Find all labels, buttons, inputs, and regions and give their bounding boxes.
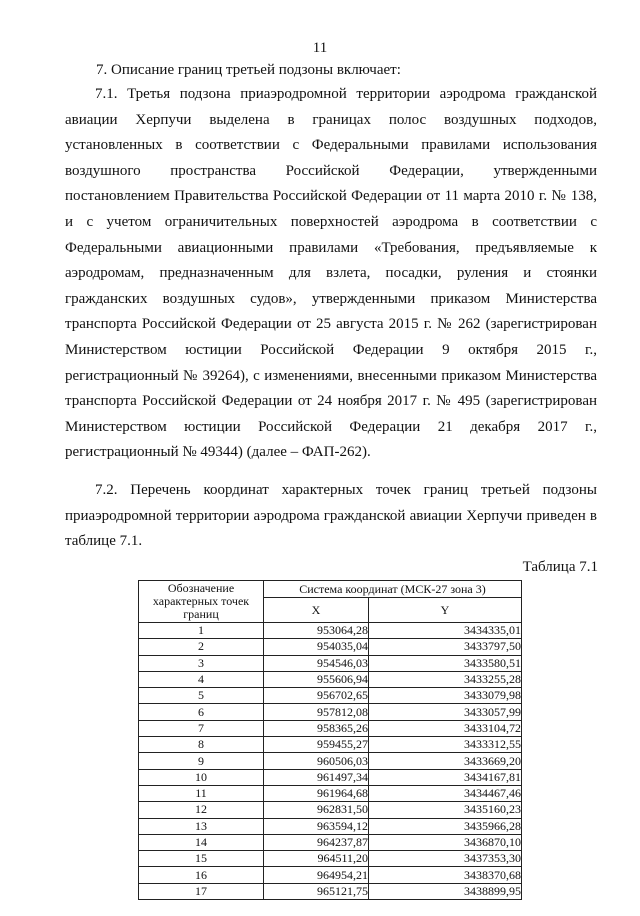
y-coordinate-cell: 3433079,98: [369, 688, 522, 704]
y-coordinate-cell: 3438899,95: [369, 883, 522, 899]
table-caption: Таблица 7.1: [522, 559, 598, 575]
x-coordinate-cell: 955606,94: [264, 671, 369, 687]
y-coordinate-cell: 3433312,55: [369, 737, 522, 753]
table-row: [139, 688, 522, 704]
table-row: [139, 802, 522, 818]
coordinates-table: [138, 580, 522, 900]
point-number-cell: 13: [139, 818, 264, 834]
y-coordinate-cell: 3435160,23: [369, 802, 522, 818]
point-number-cell: 16: [139, 867, 264, 883]
y-coordinate-cell: 3437353,30: [369, 851, 522, 867]
table-row: [139, 851, 522, 867]
point-number-cell: 8: [139, 737, 264, 753]
paragraph-7-2: 7.2. Перечень координат характерных точек границ третьей подзоны приаэродромной территории аэродрома гражданской авиации Херпучи приведен в таблице 7.1.: [65, 482, 597, 550]
page-number: 11: [312, 40, 328, 56]
x-coordinate-cell: 964237,87: [264, 834, 369, 850]
y-coordinate-cell: 3436870,10: [369, 834, 522, 850]
point-number-cell: 15: [139, 851, 264, 867]
table-row: [139, 883, 522, 899]
x-coordinate-cell: 954546,03: [264, 655, 369, 671]
point-number-cell: 14: [139, 834, 264, 850]
y-coordinate-cell: 3433580,51: [369, 655, 522, 671]
x-coordinate-cell: 960506,03: [264, 753, 369, 769]
header-x: X: [264, 598, 369, 623]
table-row: [139, 753, 522, 769]
y-coordinate-cell: 3434335,01: [369, 623, 522, 639]
point-number-cell: 12: [139, 802, 264, 818]
point-number-cell: 10: [139, 769, 264, 785]
point-number-cell: 7: [139, 720, 264, 736]
table-row: [139, 818, 522, 834]
table-row: [139, 704, 522, 720]
table-row: [139, 769, 522, 785]
y-coordinate-cell: 3433057,99: [369, 704, 522, 720]
point-number-cell: 1: [139, 623, 264, 639]
paragraph-7-1: 7.1. Третья подзона приаэродромной территории аэродрома гражданской авиации Херпучи выделена в границах полос воздушных подходов, установленных в соответствии с Федеральными правилами использования воздушного пространства Российской Федерации, утвержденными постановлением Правительства Российской Федерации от 11 марта 2010 г. № 138, и с учетом ограничительных поверхностей аэродрома в соответствии с Федеральными авиационными правилами «Требования, предъявляемые к аэродромам, предназначенным для взлета, посадки, руления и стоянки гражданских воздушных судов», утвержденными приказом Министерства транспорта Российской Федерации от 25 августа 2015 г. № 262 (зарегистрирован Министерством юстиции Российской Федерации 9 октября 2015 г., регистрационный № 39264), с изменениями, внесенными приказом Министерства транспорта Российской Федерации от 24 ноября 2017 г. № 495 (зарегистрирован Министерством юстиции Российской Федерации 21 декабря 2017 г., регистрационный № 49344) (далее – ФАП-262).: [65, 86, 597, 461]
x-coordinate-cell: 959455,27: [264, 737, 369, 753]
table-row: [139, 639, 522, 655]
table-row: [139, 867, 522, 883]
table-row: [139, 671, 522, 687]
point-number-cell: 4: [139, 671, 264, 687]
x-coordinate-cell: 956702,65: [264, 688, 369, 704]
x-coordinate-cell: 957812,08: [264, 704, 369, 720]
header-y: Y: [369, 598, 522, 623]
header-coordinate-system: Система координат (МСК-27 зона 3): [264, 581, 522, 598]
point-number-cell: 9: [139, 753, 264, 769]
coordinates-table-body: [139, 623, 522, 900]
table-row: [139, 737, 522, 753]
x-coordinate-cell: 961964,68: [264, 785, 369, 801]
y-coordinate-cell: 3433797,50: [369, 639, 522, 655]
y-coordinate-cell: 3433669,20: [369, 753, 522, 769]
x-coordinate-cell: 963594,12: [264, 818, 369, 834]
table-row: [139, 720, 522, 736]
x-coordinate-cell: 965121,75: [264, 883, 369, 899]
y-coordinate-cell: 3435966,28: [369, 818, 522, 834]
section-heading: 7. Описание границ третьей подзоны включает:: [96, 62, 401, 78]
table-row: [139, 785, 522, 801]
y-coordinate-cell: 3433104,72: [369, 720, 522, 736]
y-coordinate-cell: 3433255,28: [369, 671, 522, 687]
point-number-cell: 11: [139, 785, 264, 801]
x-coordinate-cell: 953064,28: [264, 623, 369, 639]
x-coordinate-cell: 964954,21: [264, 867, 369, 883]
x-coordinate-cell: 962831,50: [264, 802, 369, 818]
x-coordinate-cell: 958365,26: [264, 720, 369, 736]
point-number-cell: 3: [139, 655, 264, 671]
point-number-cell: 5: [139, 688, 264, 704]
point-number-cell: 17: [139, 883, 264, 899]
x-coordinate-cell: 964511,20: [264, 851, 369, 867]
y-coordinate-cell: 3434467,46: [369, 785, 522, 801]
table-row: [139, 655, 522, 671]
header-point-designation: Обозначение характерных точек границ: [139, 581, 264, 623]
x-coordinate-cell: 954035,04: [264, 639, 369, 655]
point-number-cell: 2: [139, 639, 264, 655]
table-row: [139, 623, 522, 639]
point-number-cell: 6: [139, 704, 264, 720]
y-coordinate-cell: 3434167,81: [369, 769, 522, 785]
table-row: [139, 834, 522, 850]
y-coordinate-cell: 3438370,68: [369, 867, 522, 883]
x-coordinate-cell: 961497,34: [264, 769, 369, 785]
